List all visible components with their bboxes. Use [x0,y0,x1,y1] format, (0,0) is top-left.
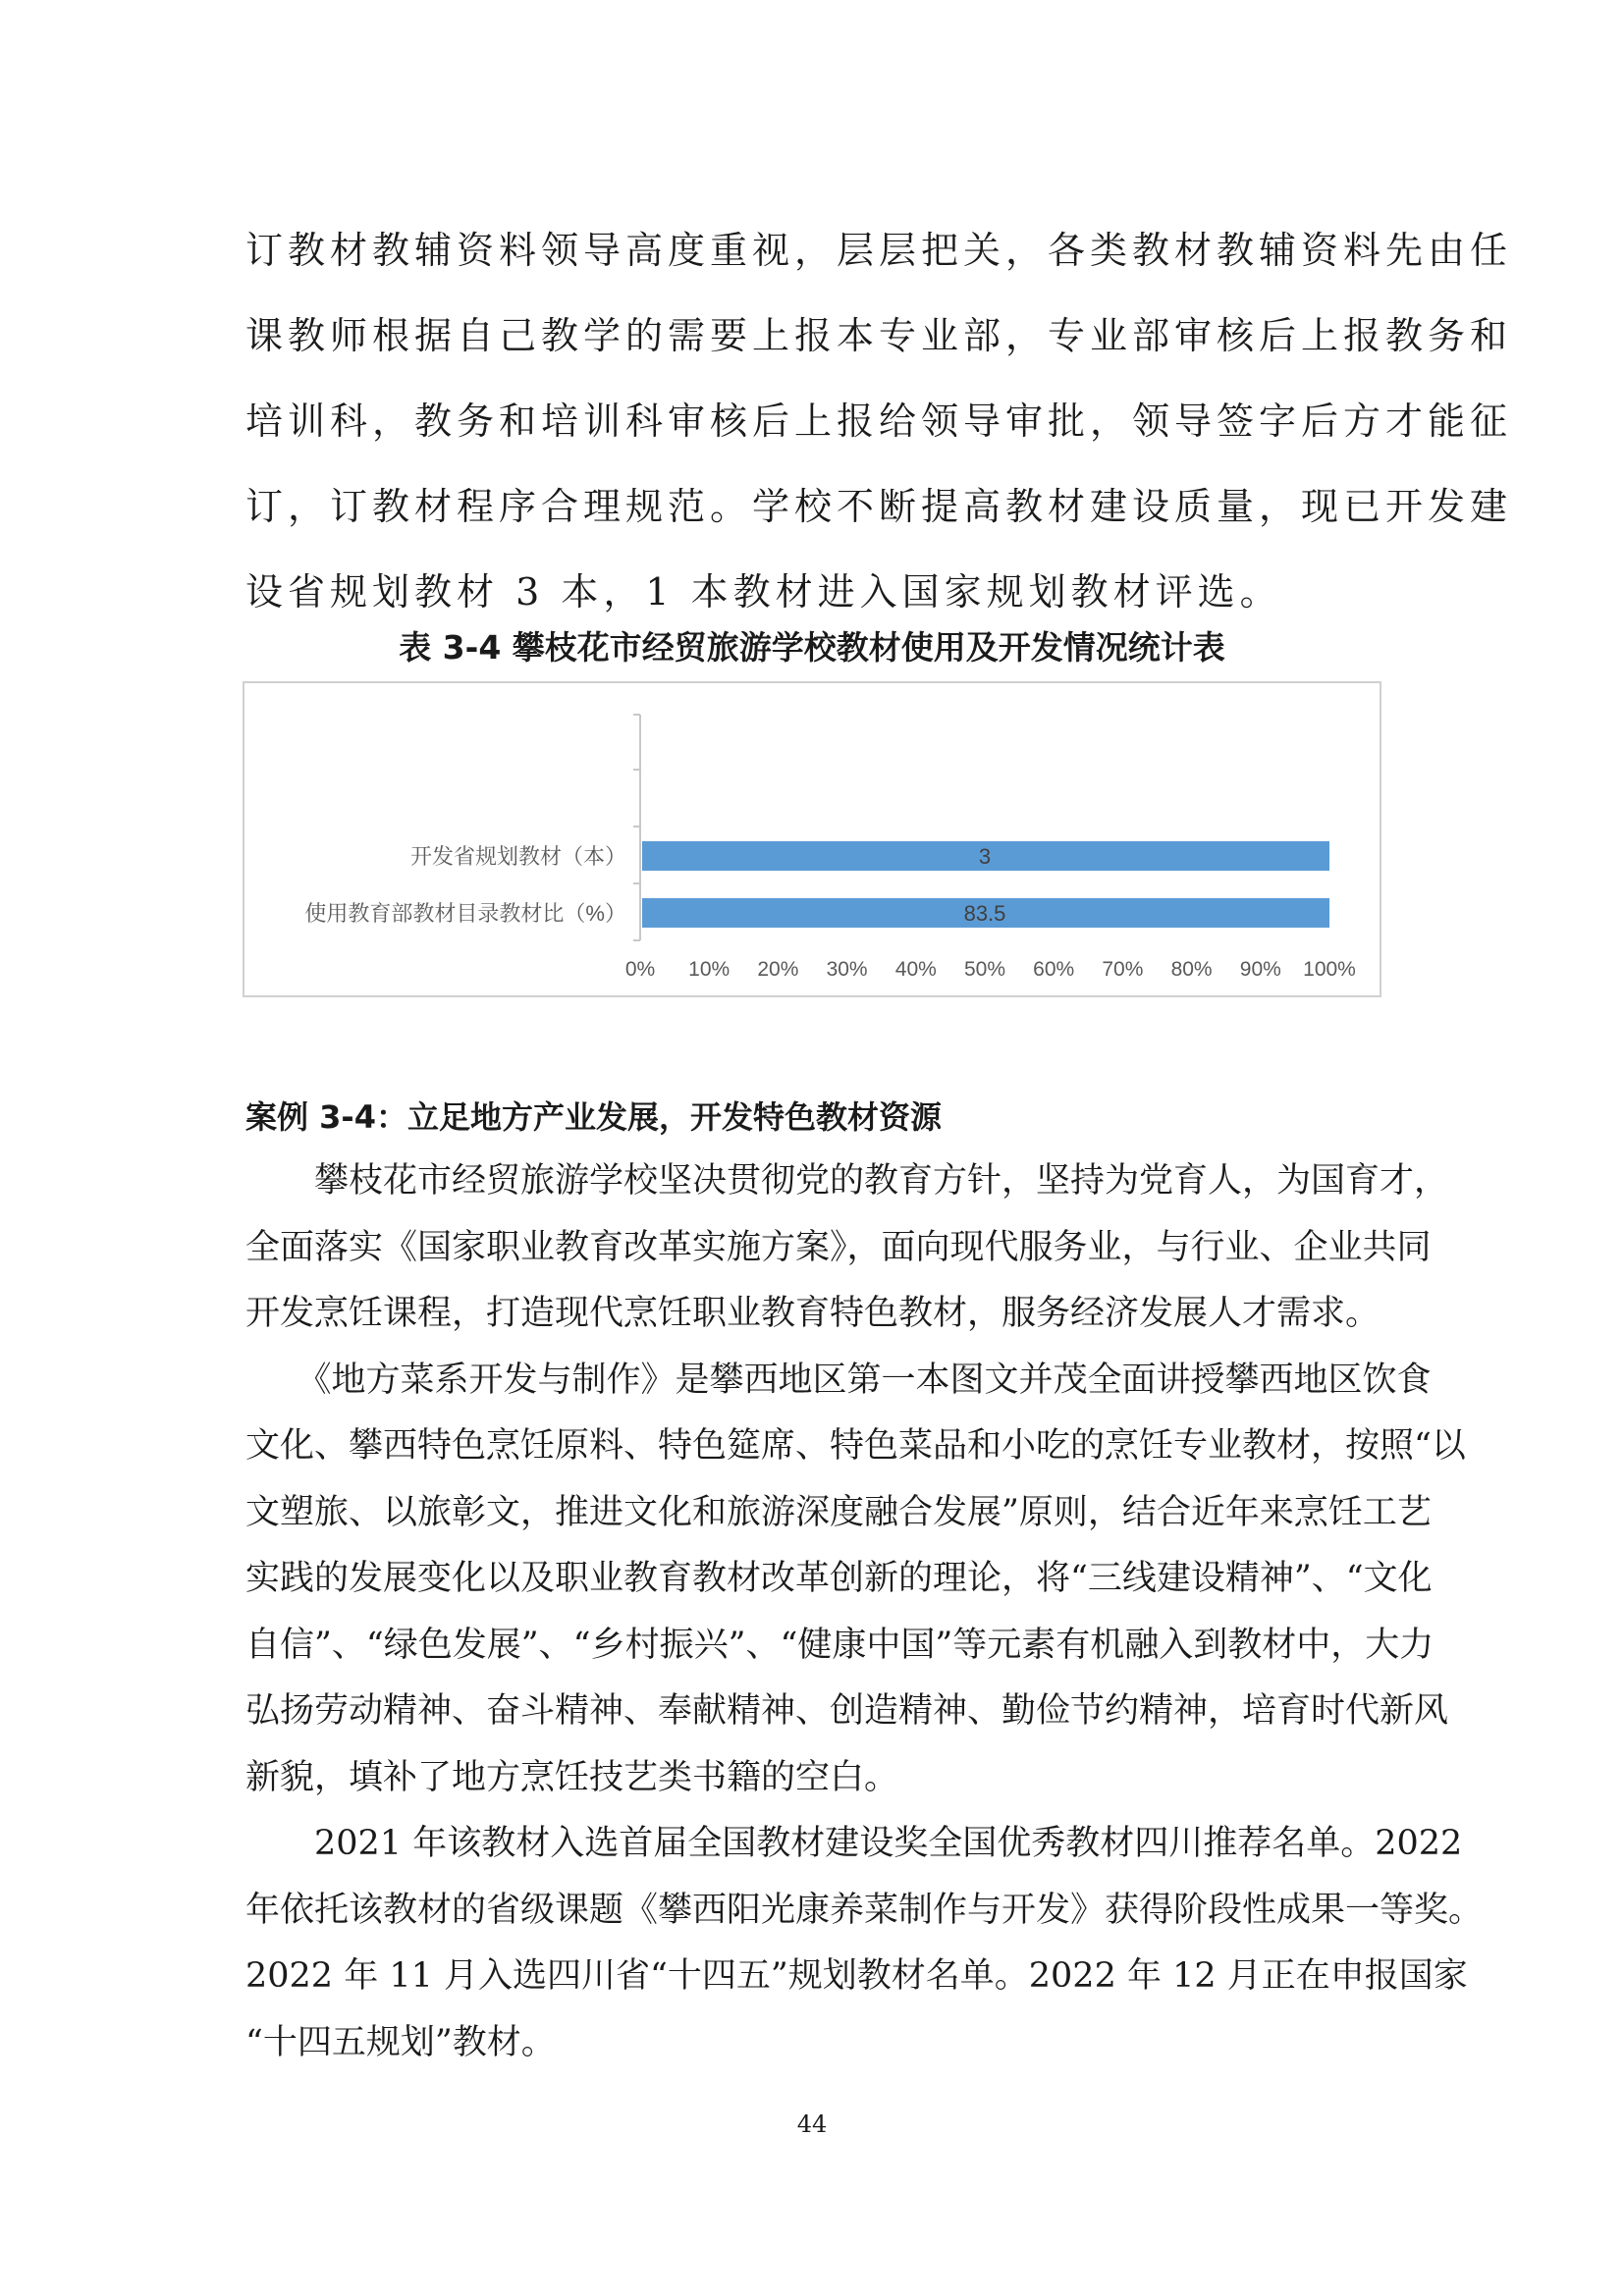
x-tick-label: 40% [894,958,937,981]
data-label: 83.5 [963,901,1006,926]
body-line: 实践的发展变化以及职业教育教材改革创新的理论，将“三线建设精神”、“文化 [245,1559,1433,1598]
body-line: 文化、攀西特色烹饪原料、特色筵席、特色菜品和小吃的烹饪专业教材，按照“以 [245,1426,1466,1466]
body-line: 2021 年该教材入选首届全国教材建设奖全国优秀教材四川推荐名单。2022 [245,1824,1463,1863]
body-line: “十四五规划”教材。 [245,2022,556,2062]
intro-line: 课教师根据自己教学的需要上报本专业部，专业部审核后上报教务和 [245,314,1513,357]
intro-paragraph [245,208,1513,635]
intro-line: 订教材教辅资料领导高度重视，层层把关，各类教材教辅资料先由任 [245,229,1513,272]
page-number: 44 [796,2110,828,2138]
case-title: 案例 3-4：立足地方产业发展，开发特色教材资源 [245,1098,942,1136]
intro-line: 设省规划教材 3 本，1 本教材进入国家规划教材评选。 [245,570,1282,614]
x-tick-label: 60% [1033,958,1075,981]
category-label: 开发省规划教材（本） [409,844,626,869]
x-tick-label: 80% [1170,958,1213,981]
body-line: 2022 年 11 月入选四川省“十四五”规划教材名单。2022 年 12 月正在申报国家 [245,1956,1468,1996]
body-line: 文塑旅、以旅彰文，推进文化和旅游深度融合发展”原则，结合近年来烹饪工艺 [245,1492,1432,1532]
x-tick-label: 30% [826,958,868,981]
x-tick-label: 90% [1239,958,1281,981]
body-line: 自信”、“绿色发展”、“乡村振兴”、“健康中国”等元素有机融入到教材中，大力 [245,1625,1435,1665]
body-line: 《地方菜系开发与制作》是攀西地区第一本图文并茂全面讲授攀西地区饮食 [245,1360,1432,1400]
x-tick-label: 10% [688,958,731,981]
intro-line: 培训科，教务和培训科审核后上报给领导审批，领导签字后方才能征 [245,400,1513,443]
x-tick-label: 20% [757,958,799,981]
body-line: 攀枝花市经贸旅游学校坚决贯彻党的教育方针，坚持为党育人，为国育才， [245,1161,1449,1201]
body-line: 全面落实《国家职业教育改革实施方案》，面向现代服务业，与行业、企业共同 [245,1227,1432,1267]
x-tick-label: 70% [1102,958,1144,981]
x-tick-label: 0% [624,958,656,981]
body-line: 新貌，填补了地方烹饪技艺类书籍的空白。 [245,1757,899,1797]
bar-chart [244,683,1380,995]
table-caption: 表 3-4 攀枝花市经贸旅游学校教材使用及开发情况统计表 [399,628,1225,667]
x-tick-label: 50% [963,958,1006,981]
body-line: 弘扬劳动精神、奋斗精神、奉献精神、创造精神、勤俭节约精神，培育时代新风 [245,1691,1449,1731]
case-body [245,1148,1484,2076]
body-line: 年依托该教材的省级课题《攀西阳光康养菜制作与开发》获得阶段性成果一等奖。 [245,1890,1484,1930]
chart-container [243,681,1381,997]
category-label: 使用教育部教材目录教材比（%） [304,901,626,926]
intro-line: 订，订教材程序合理规范。学校不断提高教材建设质量，现已开发建 [245,485,1513,528]
body-line: 开发烹饪课程，打造现代烹饪职业教育特色教材，服务经济发展人才需求。 [245,1294,1380,1333]
data-label: 3 [978,844,992,869]
x-tick-label: 100% [1303,958,1356,981]
